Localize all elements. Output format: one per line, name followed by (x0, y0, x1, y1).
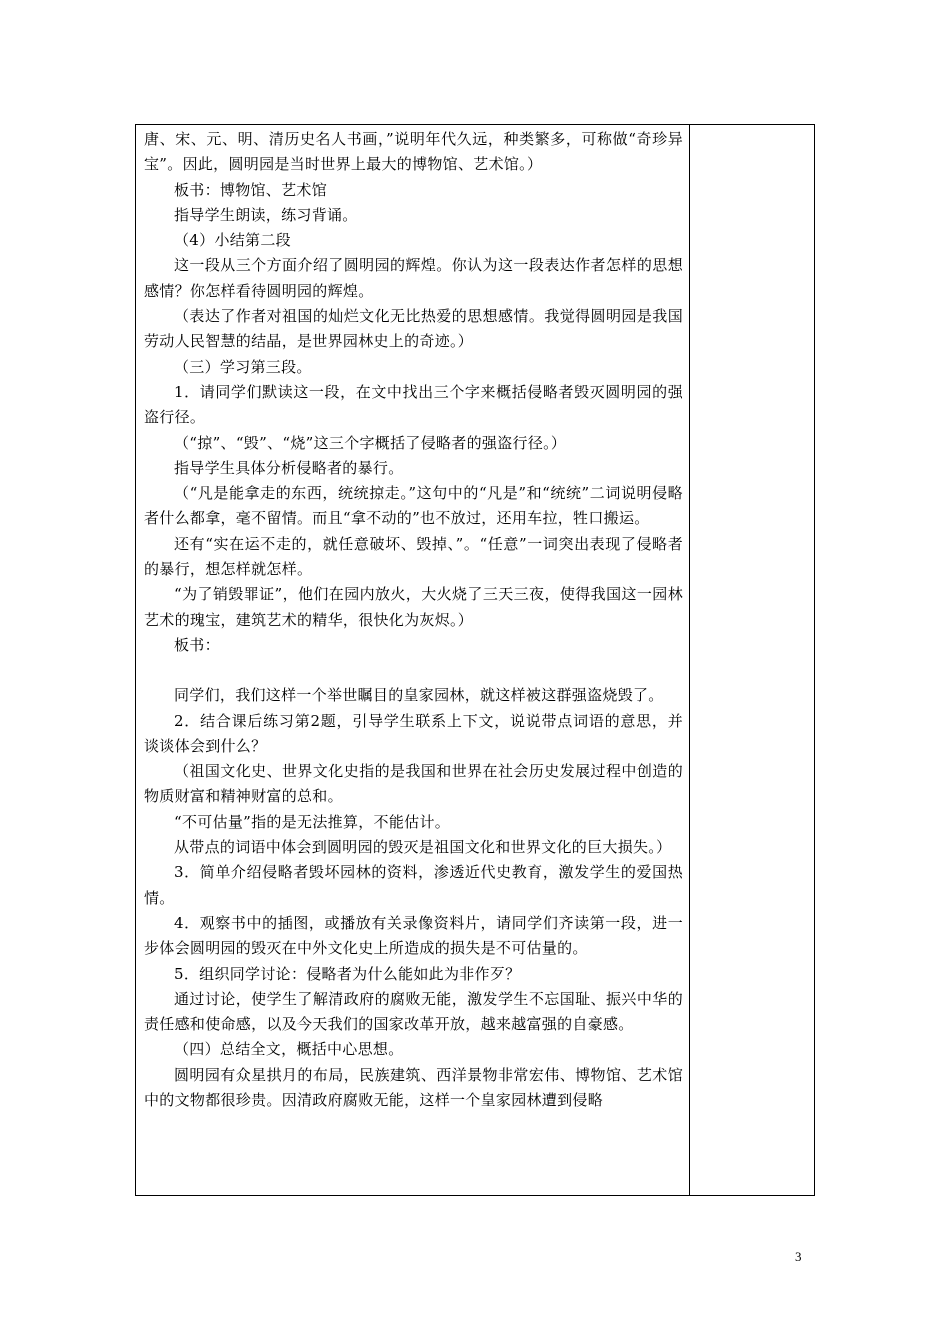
lesson-paragraph: 5．组织同学讨论：侵略者为什么能如此为非作歹？ (174, 964, 521, 983)
lesson-paragraph: 从带点的词语中体会到圆明园的毁灭是祖国文化和世界文化的巨大损失。） (174, 838, 672, 857)
lesson-paragraph: （祖国文化史、世界文化史指的是我国和世界在社会历史发展过程中创造的物质财富和精神财富的总和。 (144, 762, 683, 806)
lesson-paragraph: “为了销毁罪证”，他们在园内放火，大火烧了三天三夜，使得我国这一园林艺术的瑰宝，建筑艺术的精华，很快化为灰烬。） (144, 585, 683, 629)
lesson-paragraph: 1．请同学们默读这一段，在文中找出三个字来概括侵略者毁灭圆明园的强盗行径。 (144, 382, 683, 427)
notes-cell (690, 125, 814, 1195)
lesson-paragraph: （“掠”、“毁”、“烧”这三个字概括了侵略者的强盗行径。） (174, 433, 567, 452)
lesson-paragraph: 指导学生朗读，练习背诵。 (174, 205, 358, 224)
lesson-paragraph: 4．观察书中的插图，或播放有关录像资料片，请同学们齐读第一段，进一步体会圆明园的毁灭在中外文化史上所造成的损失是不可估量的。 (144, 913, 683, 958)
lesson-paragraph: （三）学习第三段。 (174, 357, 312, 376)
lesson-paragraph: 3．简单介绍侵略者毁坏园林的资料，渗透近代史教育，激发学生的爱国热情。 (144, 863, 683, 907)
lesson-paragraph: 指导学生具体分析侵略者的暴行。 (174, 458, 404, 477)
lesson-paragraph: （四）总结全文，概括中心思想。 (174, 1040, 404, 1059)
lesson-paragraph: 通过讨论，使学生了解清政府的腐败无能，激发学生不忘国耻、振兴中华的责任感和使命感，以及今天我们的国家改革开放，越来越富强的自豪感。 (144, 989, 683, 1034)
lesson-paragraph: （4）小结第二段 (174, 231, 291, 250)
lesson-paragraph: 唐、宋、元、明、清历史名人书画，”说明年代久远，种类繁多，可称做“奇珍异宝”。因此，圆明园是当时世界上最大的博物馆、艺术馆。） (144, 130, 683, 174)
lesson-paragraph: 还有“实在运不走的，就任意破坏、毁掉、”。“任意”一词突出表现了侵略者的暴行，想怎样就怎样。 (144, 534, 683, 579)
lesson-paragraph: 这一段从三个方面介绍了圆明园的辉煌。你认为这一段表达作者怎样的思想感情？你怎样看待圆明园的辉煌。 (144, 256, 683, 300)
lesson-paragraph: 圆明园有众星拱月的布局，民族建筑、西洋景物非常宏伟、博物馆、艺术馆中的文物都很珍贵。因清政府腐败无能，这样一个皇家园林遭到侵略 (144, 1065, 683, 1109)
lesson-content-cell (136, 125, 689, 1113)
lesson-paragraph: “不可估量”指的是无法推算，不能估计。 (174, 812, 451, 831)
lesson-paragraph: 板书：博物馆、艺术馆 (174, 180, 328, 199)
lesson-paragraph: 2．结合课后练习第2题，引导学生联系上下文，说说带点词语的意思，并谈谈体会到什么？ (144, 711, 683, 755)
page-number: 3 (795, 1249, 802, 1264)
lesson-plan-table (135, 124, 815, 1196)
lesson-paragraph: （“凡是能拿走的东西，统统掠走。”这句中的“凡是”和“统统”二词说明侵略者什么都拿，毫不留情。而且“拿不动的”也不放过，还用车拉，牲口搬运。 (144, 484, 683, 528)
blank-line (144, 658, 683, 683)
lesson-paragraph: 同学们，我们这样一个举世瞩目的皇家园林，就这样被这群强盗烧毁了。 (174, 686, 664, 705)
lesson-paragraph: （表达了作者对祖国的灿烂文化无比热爱的思想感情。我觉得圆明园是我国劳动人民智慧的结晶，是世界园林史上的奇迹。） (144, 307, 683, 351)
lesson-paragraph: 板书： (174, 635, 220, 654)
